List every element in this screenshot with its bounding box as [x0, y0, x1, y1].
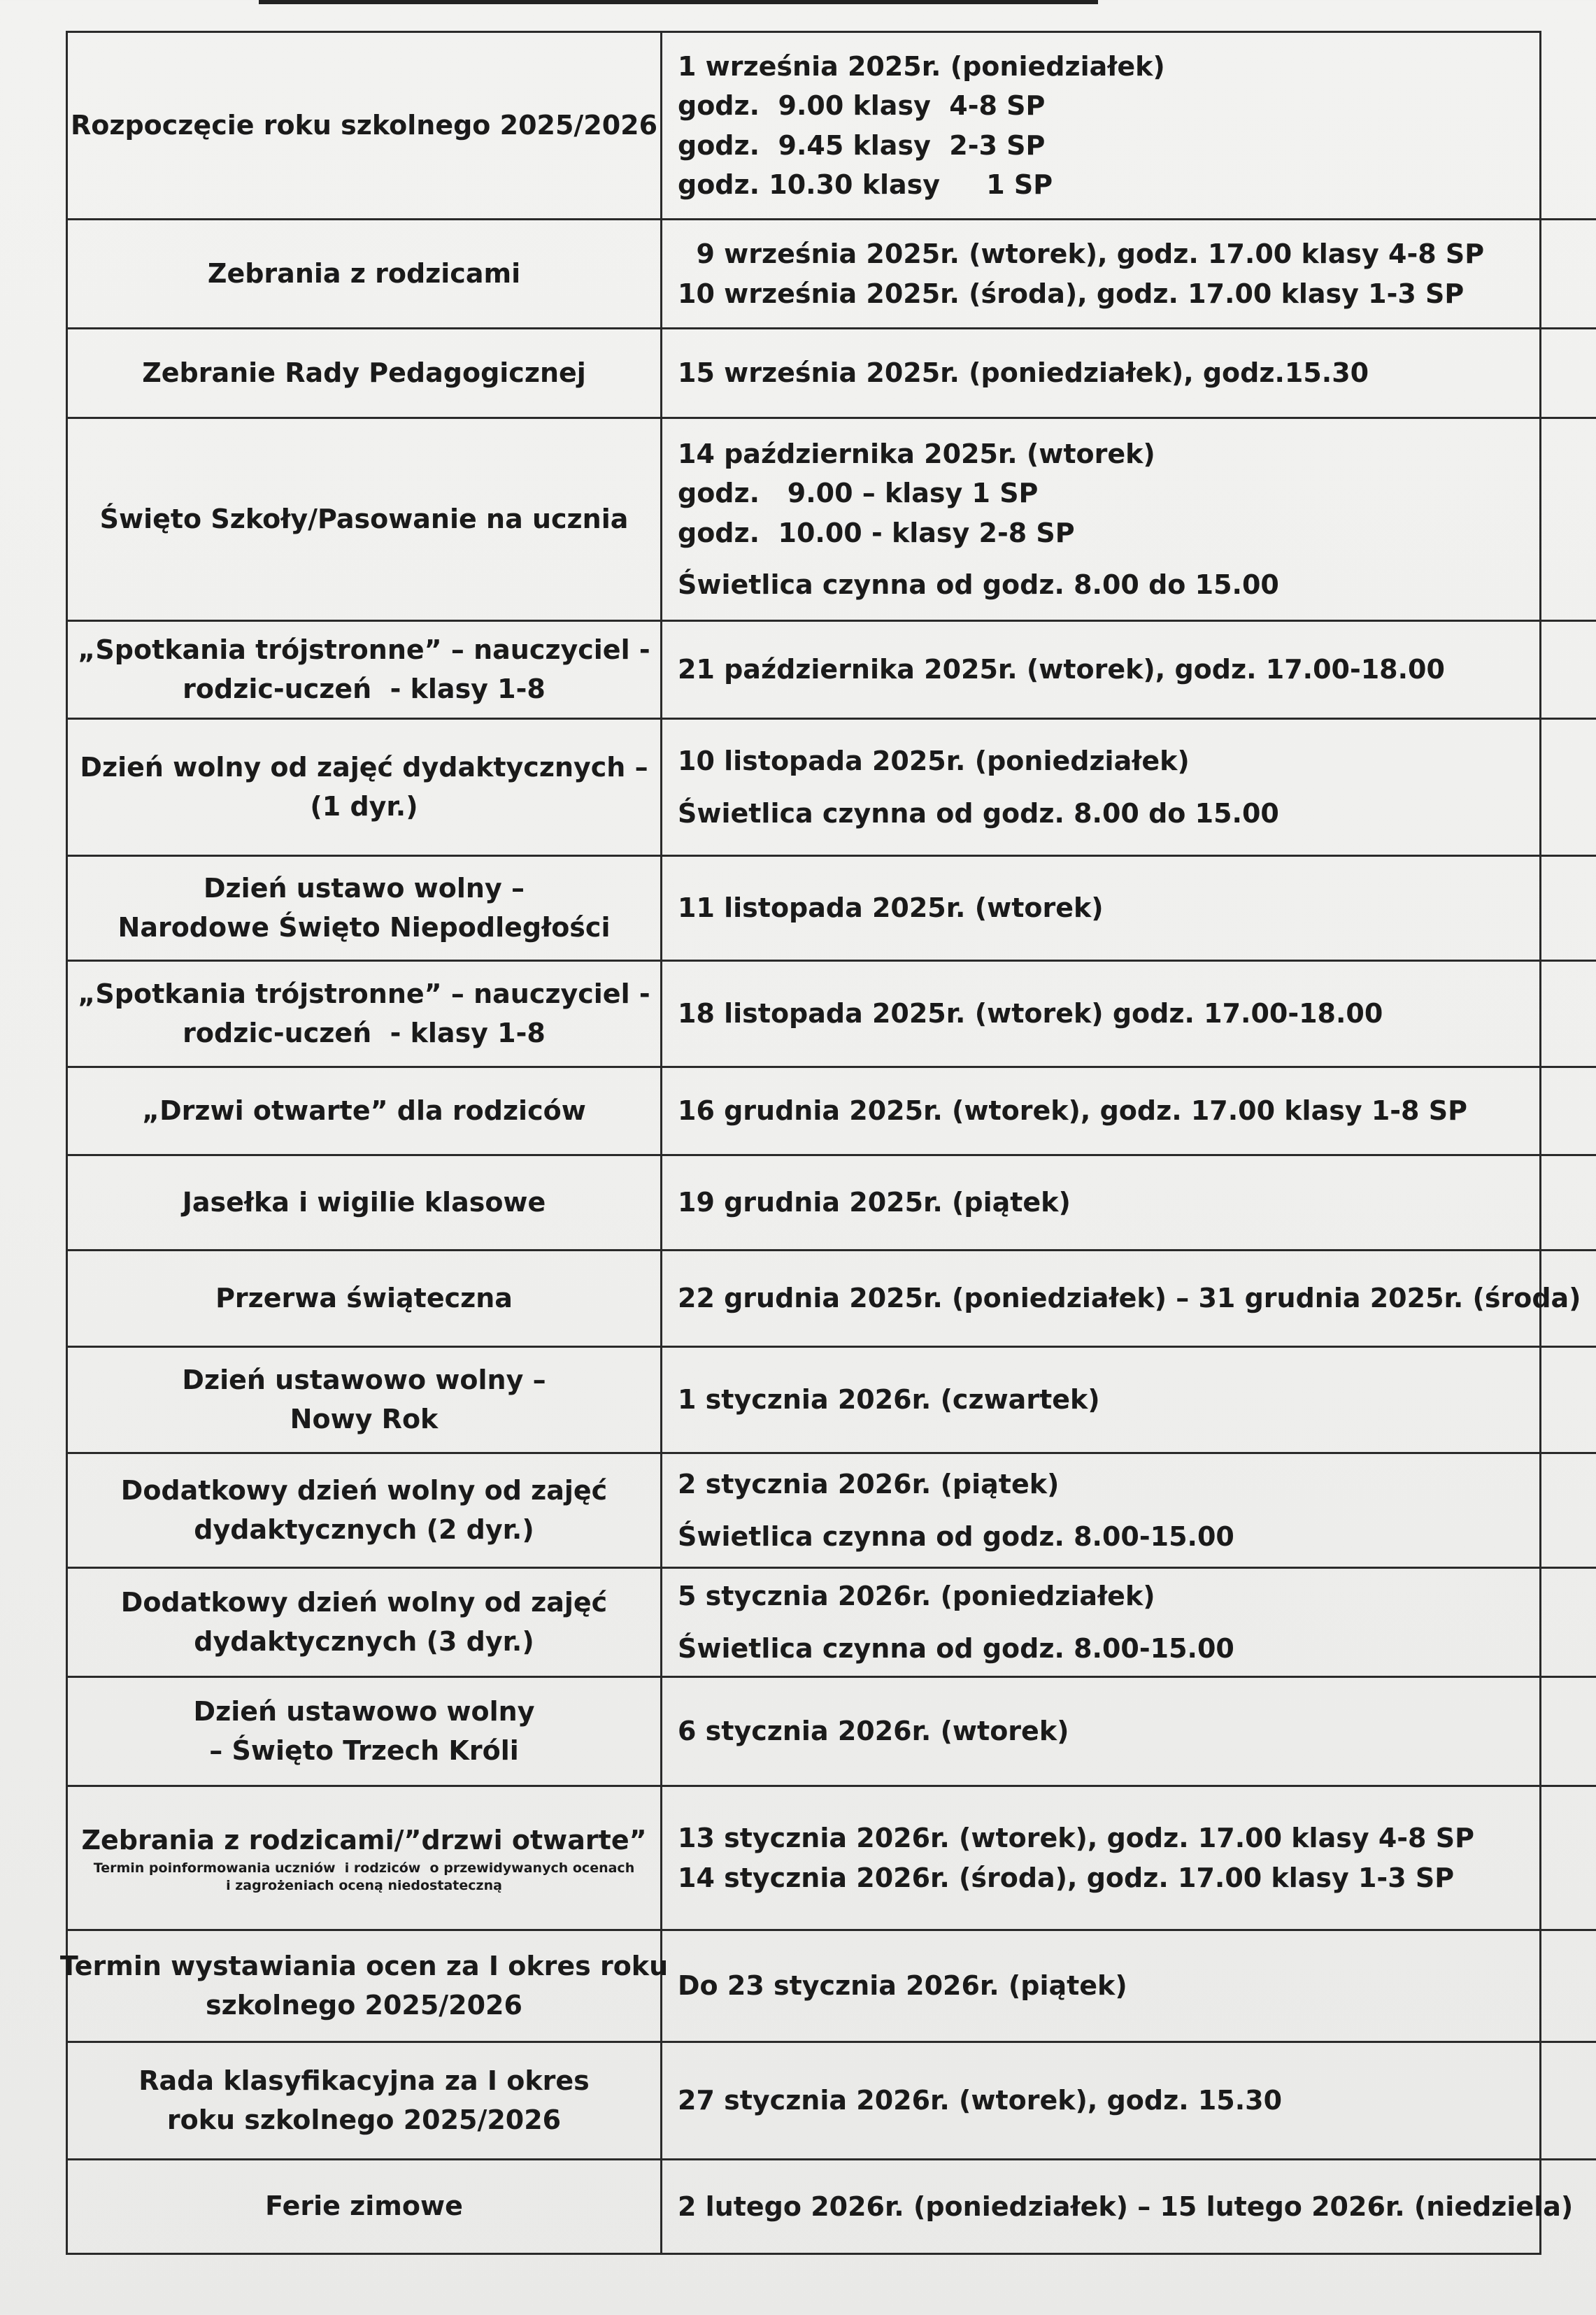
date-note: Świetlica czynna od godz. 8.00 do 15.00 — [678, 797, 1279, 829]
date-cell — [662, 2160, 1596, 2253]
date-text: 11 listopada 2025r. (wtorek) — [678, 892, 1104, 924]
date-note: Świetlica czynna od godz. 8.00-15.00 — [678, 1520, 1234, 1552]
date-cell — [662, 329, 1596, 419]
date-cell — [662, 1569, 1596, 1678]
date-cell — [662, 1787, 1596, 1931]
event-cell — [68, 1454, 662, 1569]
date-text: 6 stycznia 2026r. (wtorek) — [678, 1716, 1069, 1747]
event-text: Nowy Rok — [290, 1403, 439, 1434]
date-text: 14 stycznia 2026r. (środa), godz. 17.00 klasy 1-3 SP — [678, 1862, 1455, 1893]
event-cell — [68, 33, 662, 220]
event-text: Dodatkowy dzień wolny od zajęć — [120, 1587, 608, 1618]
event-cell — [68, 419, 662, 622]
event-text: Rozpoczęcie roku szkolnego 2025/2026 — [70, 109, 658, 141]
event-cell — [68, 1156, 662, 1251]
event-text: Termin wystawiania ocen za I okres roku — [59, 1951, 669, 1982]
event-cell — [68, 329, 662, 419]
date-text: Do 23 stycznia 2026r. (piątek) — [678, 1970, 1127, 2002]
date-cell — [662, 962, 1596, 1068]
date-text: 14 października 2025r. (wtorek) — [678, 439, 1155, 470]
date-text: 22 grudnia 2025r. (poniedziałek) – 31 grudnia 2025r. (środa) — [678, 1283, 1581, 1314]
event-text: dydaktycznych (3 dyr.) — [194, 1625, 534, 1657]
event-cell — [68, 962, 662, 1068]
event-text: Święto Szkoły/Pasowanie na ucznia — [99, 503, 629, 534]
date-text: 1 stycznia 2026r. (czwartek) — [678, 1384, 1100, 1416]
date-note: Świetlica czynna od godz. 8.00 do 15.00 — [678, 569, 1279, 600]
event-text: (1 dyr.) — [310, 790, 418, 822]
date-text: 21 października 2025r. (wtorek), godz. 17.00-18.00 — [678, 654, 1445, 685]
event-cell — [68, 622, 662, 720]
date-cell — [662, 622, 1596, 720]
event-cell — [68, 1251, 662, 1348]
event-text: „Spotkania trójstronne” – nauczyciel - — [78, 634, 650, 666]
event-text: „Spotkania trójstronne” – nauczyciel - — [78, 978, 650, 1010]
date-cell — [662, 33, 1596, 220]
event-cell — [68, 857, 662, 962]
event-cell — [68, 720, 662, 857]
date-text: 13 stycznia 2026r. (wtorek), godz. 17.00 klasy 4-8 SP — [678, 1823, 1474, 1854]
event-text: Zebranie Rady Pedagogicznej — [142, 357, 586, 388]
date-text: godz. 9.00 – klasy 1 SP — [678, 478, 1039, 509]
date-text: 10 listopada 2025r. (poniedziałek) — [678, 746, 1190, 777]
date-text: 16 grudnia 2025r. (wtorek), godz. 17.00 klasy 1-8 SP — [678, 1095, 1467, 1127]
event-text: dydaktycznych (2 dyr.) — [194, 1513, 534, 1545]
event-cell — [68, 1678, 662, 1787]
date-cell — [662, 220, 1596, 329]
event-cell — [68, 220, 662, 329]
date-cell — [662, 1251, 1596, 1348]
event-text: Rada klasyfikacyjna za I okres — [138, 2065, 590, 2097]
date-text: 27 stycznia 2026r. (wtorek), godz. 15.30 — [678, 2085, 1283, 2116]
event-text: Dzień ustawowo wolny — [193, 1696, 535, 1728]
date-text: godz. 10.00 - klasy 2-8 SP — [678, 517, 1075, 548]
event-text: Dzień ustawowo wolny – — [182, 1365, 546, 1396]
date-cell — [662, 1454, 1596, 1569]
event-cell — [68, 1787, 662, 1931]
event-text: „Drzwi otwarte” dla rodziców — [142, 1095, 586, 1126]
event-note: Termin poinformowania uczniów i rodziców o przewidywanych ocenach — [93, 1860, 635, 1876]
event-cell — [68, 1569, 662, 1678]
event-text: Dzień ustawo wolny – — [204, 873, 525, 904]
date-text: 19 grudnia 2025r. (piątek) — [678, 1187, 1071, 1218]
date-text: 15 września 2025r. (poniedziałek), godz.15.30 — [678, 357, 1369, 389]
event-text: roku szkolnego 2025/2026 — [166, 2104, 562, 2135]
date-text: godz. 9.00 klasy 4-8 SP — [678, 90, 1046, 122]
event-text: Dodatkowy dzień wolny od zajęć — [120, 1475, 608, 1506]
event-text: – Święto Trzech Króli — [209, 1735, 519, 1766]
date-cell — [662, 1156, 1596, 1251]
date-cell — [662, 1348, 1596, 1454]
event-cell — [68, 2043, 662, 2160]
date-note: Świetlica czynna od godz. 8.00-15.00 — [678, 1632, 1234, 1664]
date-cell — [662, 1931, 1596, 2043]
date-cell — [662, 857, 1596, 962]
date-text: 9 września 2025r. (wtorek), godz. 17.00 klasy 4-8 SP — [678, 238, 1485, 270]
date-text: 5 stycznia 2026r. (poniedziałek) — [678, 1581, 1155, 1612]
date-text: godz. 10.30 klasy 1 SP — [678, 169, 1053, 200]
date-text: 18 listopada 2025r. (wtorek) godz. 17.00-18.00 — [678, 998, 1383, 1030]
date-cell — [662, 419, 1596, 622]
date-cell — [662, 1068, 1596, 1156]
date-text: 2 stycznia 2026r. (piątek) — [678, 1469, 1060, 1500]
event-text: Narodowe Święto Niepodległości — [117, 911, 611, 943]
event-text: rodzic-uczeń - klasy 1-8 — [183, 673, 546, 704]
event-text: Ferie zimowe — [265, 2191, 463, 2222]
event-text: Przerwa świąteczna — [215, 1282, 513, 1313]
date-text: 1 września 2025r. (poniedziałek) — [678, 51, 1165, 83]
event-cell — [68, 1068, 662, 1156]
event-text: Jasełka i wigilie klasowe — [182, 1186, 546, 1218]
event-cell — [59, 1931, 669, 2043]
event-note: i zagrożeniach oceną niedostateczną — [226, 1878, 502, 1894]
event-text: szkolnego 2025/2026 — [206, 1989, 522, 2021]
event-cell — [68, 1348, 662, 1454]
event-text: Zebrania z rodzicami/”drzwi otwarte” — [81, 1825, 647, 1856]
event-text: Dzień wolny od zajęć dydaktycznych – — [80, 752, 648, 783]
school-calendar-table — [59, 31, 1581, 2255]
date-cell — [662, 720, 1596, 857]
event-cell — [68, 2160, 662, 2253]
date-text: 10 września 2025r. (środa), godz. 17.00 klasy 1-3 SP — [678, 278, 1465, 309]
date-cell — [662, 2043, 1596, 2160]
date-cell — [662, 1678, 1596, 1787]
date-text: 2 lutego 2026r. (poniedziałek) – 15 lutego 2026r. (niedziela) — [678, 2191, 1574, 2222]
event-text: Zebrania z rodzicami — [207, 257, 521, 289]
event-text: rodzic-uczeń - klasy 1-8 — [183, 1017, 546, 1048]
top-rule — [259, 0, 1098, 4]
date-text: godz. 9.45 klasy 2-3 SP — [678, 129, 1046, 161]
